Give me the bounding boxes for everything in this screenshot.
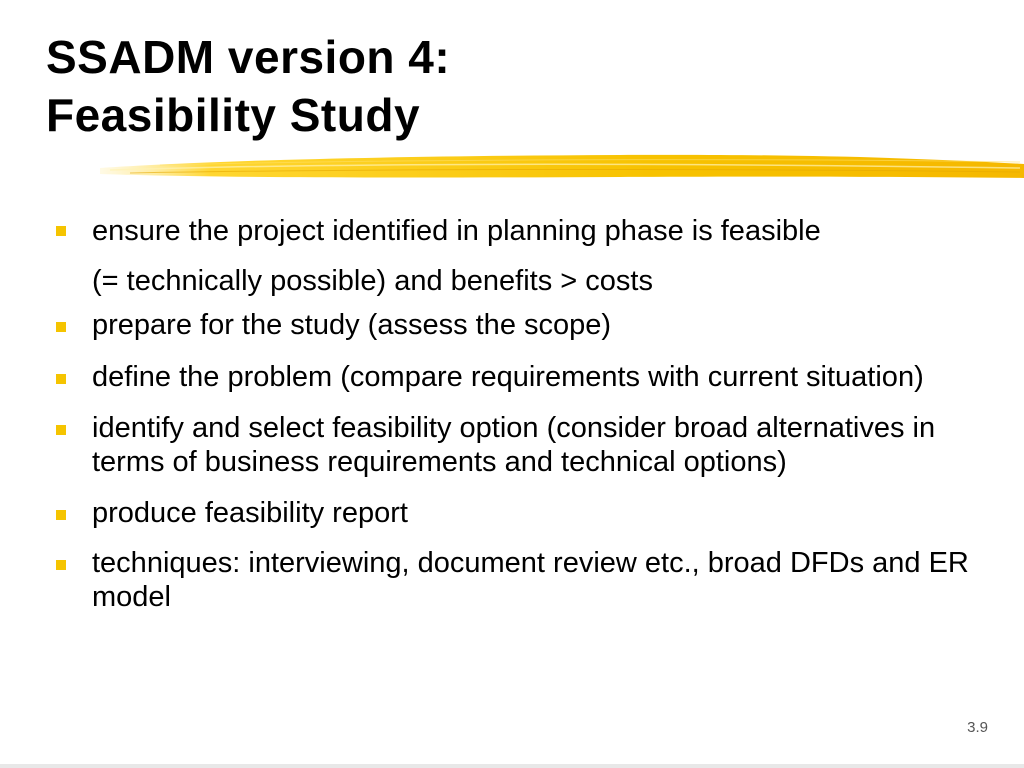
- square-bullet-icon: [56, 374, 66, 384]
- list-item: [54, 360, 974, 394]
- bullet-text: techniques: interviewing, document review etc., broad DFDs and ER model: [92, 547, 969, 613]
- list-item: [54, 411, 974, 479]
- slide-title-line-1: SSADM version 4:: [46, 31, 451, 83]
- bullet-text-line-2: (= technically possible) and benefits > costs: [92, 265, 653, 297]
- bullet-text: produce feasibility report: [92, 497, 408, 529]
- square-bullet-icon: [56, 560, 66, 570]
- slide-title-line-2: Feasibility Study: [46, 89, 421, 141]
- bullet-text: prepare for the study (assess the scope): [92, 309, 612, 341]
- list-item: [54, 206, 974, 306]
- bottom-divider: [0, 764, 1024, 768]
- square-bullet-icon: [56, 425, 66, 435]
- bullet-text-line-1: ensure the project identified in planning phase is feasible: [92, 215, 821, 247]
- square-bullet-icon: [56, 226, 66, 236]
- square-bullet-icon: [56, 322, 66, 332]
- list-item: [54, 308, 974, 342]
- bullet-text: define the problem (compare requirements with current situation): [92, 361, 924, 393]
- bullet-list: [54, 206, 974, 614]
- brush-stroke-underline: [100, 150, 1024, 186]
- slide-title: [46, 28, 450, 144]
- list-item: [54, 546, 974, 614]
- bullet-text: identify and select feasibility option (consider broad alternatives in terms of business requirements and technical options): [92, 412, 936, 478]
- page-number: 3.9: [967, 719, 988, 736]
- square-bullet-icon: [56, 510, 66, 520]
- list-item: [54, 496, 974, 530]
